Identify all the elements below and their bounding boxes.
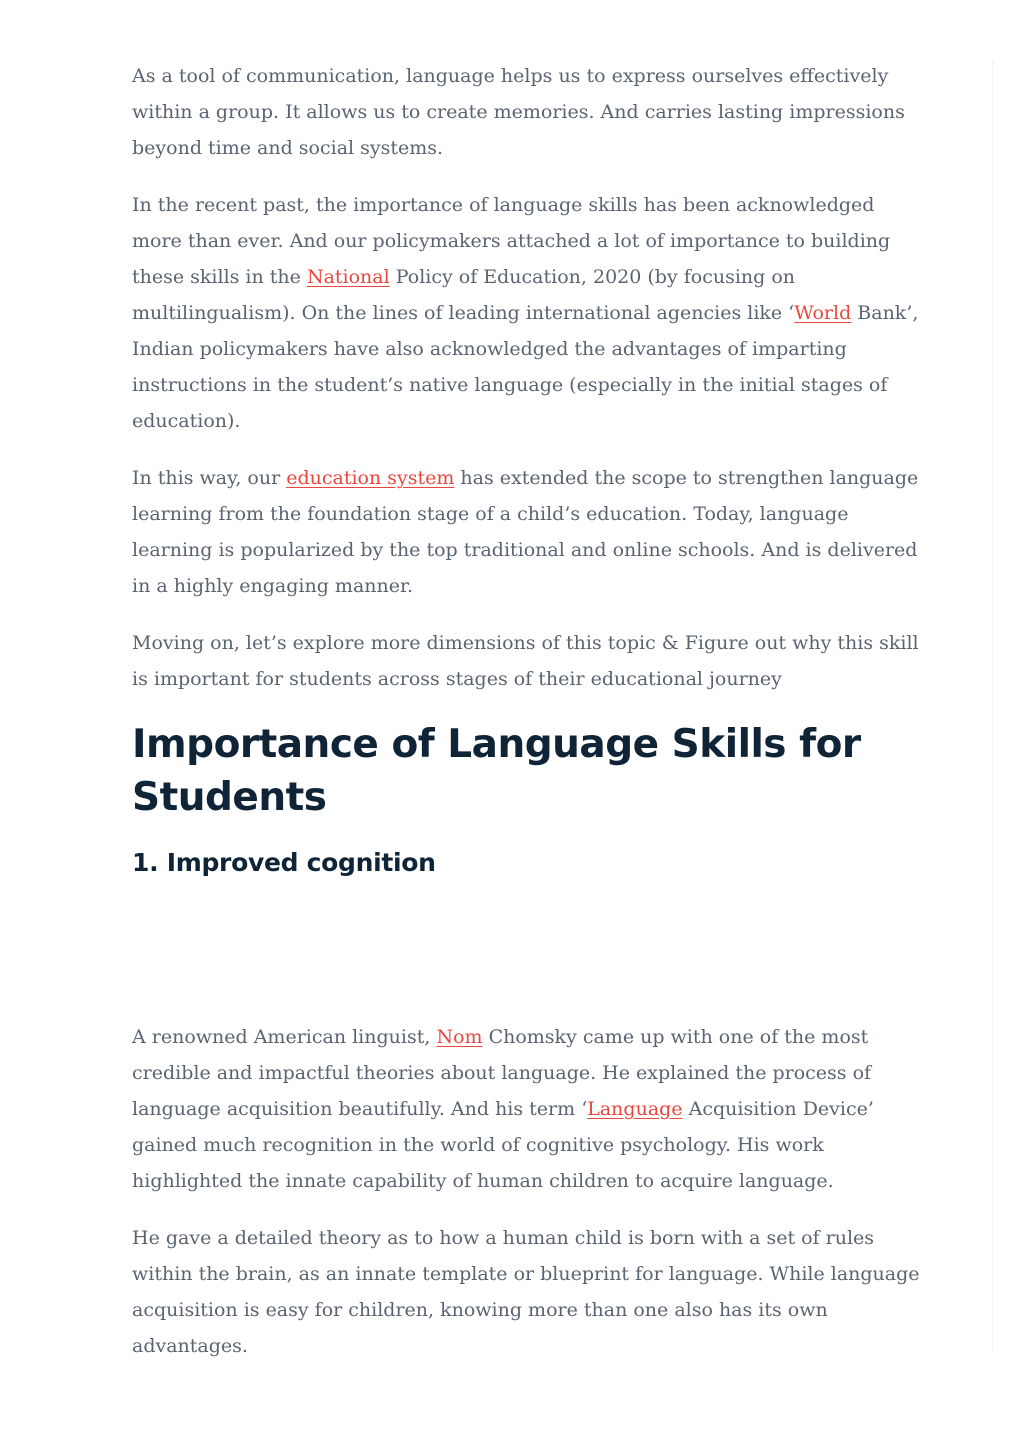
paragraph-text: Acquisition Device’ gained much recognition in the world of cognitive psychology. His work highlighted the innate capability of human children to acquire language. [132, 1098, 874, 1192]
link-national[interactable]: National [306, 266, 390, 288]
paragraph-intro: As a tool of communication, language helps us to express ourselves effectively within a group. It allows us to create memories. And carries lasting impressions beyond time and social systems. [132, 65, 905, 159]
blank-space [132, 880, 924, 1019]
paragraph-text: In the recent past, the importance of language skills has been acknowledged more than ever. And our policymakers attached a lot of importance to building these skills in the [132, 194, 891, 288]
section-heading: Importance of Language Skills for Students [132, 722, 861, 820]
paragraph-chomsky [132, 1019, 924, 1199]
link-language[interactable]: Language [587, 1098, 683, 1120]
article-content [132, 58, 924, 1385]
paragraph-policy [132, 187, 924, 439]
paragraph-education-system [132, 460, 924, 604]
link-nom[interactable]: Nom [436, 1026, 483, 1048]
paragraph-text: Policy of Education, 2020 (by focusing on multilingualism). On the lines of leading international agencies like ‘ [132, 266, 796, 324]
paragraph-text: has extended the scope to strengthen language learning from the foundation stage of a child’s education. Today, language learning is popularized by the top traditional and online schools. And is delivered in a highly engaging manner. [132, 467, 919, 597]
page-edge-divider [992, 60, 993, 1350]
subsection-heading: 1. Improved cognition [132, 848, 436, 877]
link-education-system[interactable]: education system [286, 467, 455, 489]
paragraph-text: Chomsky came up with one of the most credible and impactful theories about language. He explained the process of language acquisition beautifully. And his term ‘ [132, 1026, 872, 1120]
paragraph-text: A renowned American linguist, [132, 1026, 437, 1048]
link-world[interactable]: World [794, 302, 852, 324]
paragraph-theory: He gave a detailed theory as to how a human child is born with a set of rules within the brain, as an innate template or blueprint for language. While language acquisition is easy for children, knowing more than one also has its own advantages. [132, 1227, 920, 1357]
paragraph-text: Bank’, Indian policymakers have also acknowledged the advantages of imparting instructions in the student’s native language (especially in the initial stages of education). [132, 302, 919, 432]
paragraph-text: In this way, our [132, 467, 287, 489]
paragraph-moving-on: Moving on, let’s explore more dimensions of this topic & Figure out why this skill is important for students across stages of their educational journey [132, 632, 919, 690]
